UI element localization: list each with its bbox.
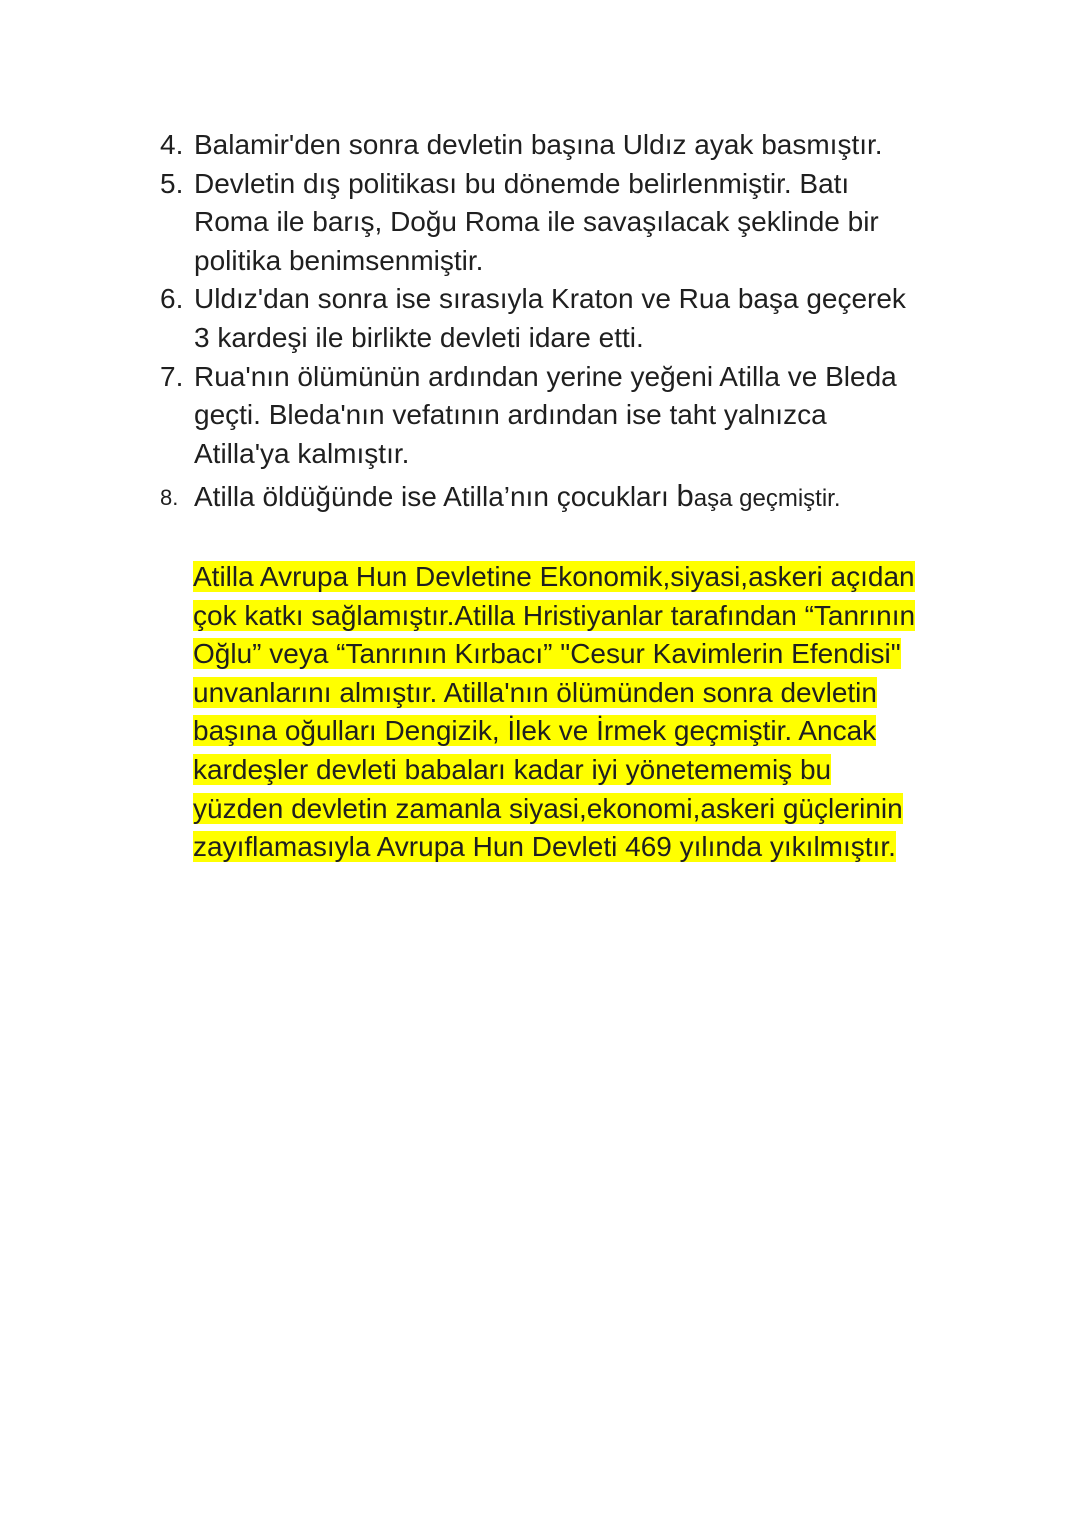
list-item-line: Uldız'dan sonra ise sırasıyla Kraton ve Rua başa geçerek: [194, 283, 906, 315]
highlighted-text: yüzden devletin zamanla siyasi,ekonomi,askeri güçlerinin: [193, 792, 903, 824]
highlighted-text: zayıflamasıyla Avrupa Hun Devleti 469 yılında yıkılmıştır.: [193, 831, 896, 863]
list-item-line: Rua'nın ölümünün ardından yerine yeğeni Atilla ve Bleda: [194, 360, 897, 392]
highlighted-text: Oğlu” veya “Tanrının Kırbacı” "Cesur Kavimlerin Efendisi": [193, 638, 901, 670]
list-number: 4.: [160, 129, 184, 160]
highlighted-line: [193, 828, 973, 867]
list-item-line: 3 kardeşi ile birlikte devleti idare etti.: [194, 321, 644, 353]
highlighted-text: çok katkı sağlamıştır.Atilla Hristiyanlar tarafından “Tanrının: [193, 599, 916, 631]
highlighted-text: Atilla Avrupa Hun Devletine Ekonomik,siyasi,askeri açıdan: [193, 561, 915, 592]
highlighted-text: unvanlarını almıştır. Atilla'nın ölümünden sonra devletin: [193, 676, 877, 708]
list-item-6: [160, 280, 960, 357]
highlighted-paragraph: [193, 558, 973, 867]
list-item-line: Atilla'ya kalmıştır.: [194, 437, 410, 469]
list-item-4: [160, 126, 960, 165]
list-item-line: Devletin dış politikası bu dönemde belirlenmiştir. Batı: [194, 167, 850, 199]
highlighted-text: başına oğulları Dengizik, İlek ve İrmek geçmiştir. Ancak: [193, 715, 877, 747]
list-item-text-start: Atilla öldüğünde ise Atilla’nın çocukları: [194, 481, 677, 513]
list-number: 8.: [160, 485, 179, 511]
numbered-list: [160, 126, 960, 519]
highlighted-line: [193, 597, 973, 636]
highlighted-line: [193, 790, 973, 829]
list-item-line: geçti. Bleda'nın vefatının ardından ise taht yalnızca: [194, 399, 827, 431]
highlighted-line: [193, 712, 973, 751]
list-item-text: Balamir'den sonra devletin başına Uldız ayak basmıştır.: [194, 129, 883, 160]
list-number: 7.: [160, 360, 184, 392]
list-item-line: Roma ile barış, Doğu Roma ile savaşılacak şeklinde bir: [194, 206, 879, 238]
highlighted-text: kardeşler devleti babaları kadar iyi yönetememiş bu: [193, 753, 832, 785]
list-item-text-tail: aşa geçmiştir.: [693, 485, 841, 513]
list-item-text-b: b: [676, 478, 694, 514]
highlighted-line: [193, 751, 973, 790]
list-number: 6.: [160, 283, 184, 315]
highlighted-line: [193, 635, 973, 674]
list-item-5: [160, 165, 960, 281]
list-item-8: [160, 477, 960, 519]
highlighted-line: [193, 558, 973, 597]
list-item-7: [160, 358, 960, 474]
highlighted-line: [193, 674, 973, 713]
list-item-line: politika benimsenmiştir.: [194, 244, 484, 276]
list-number: 5.: [160, 167, 184, 199]
